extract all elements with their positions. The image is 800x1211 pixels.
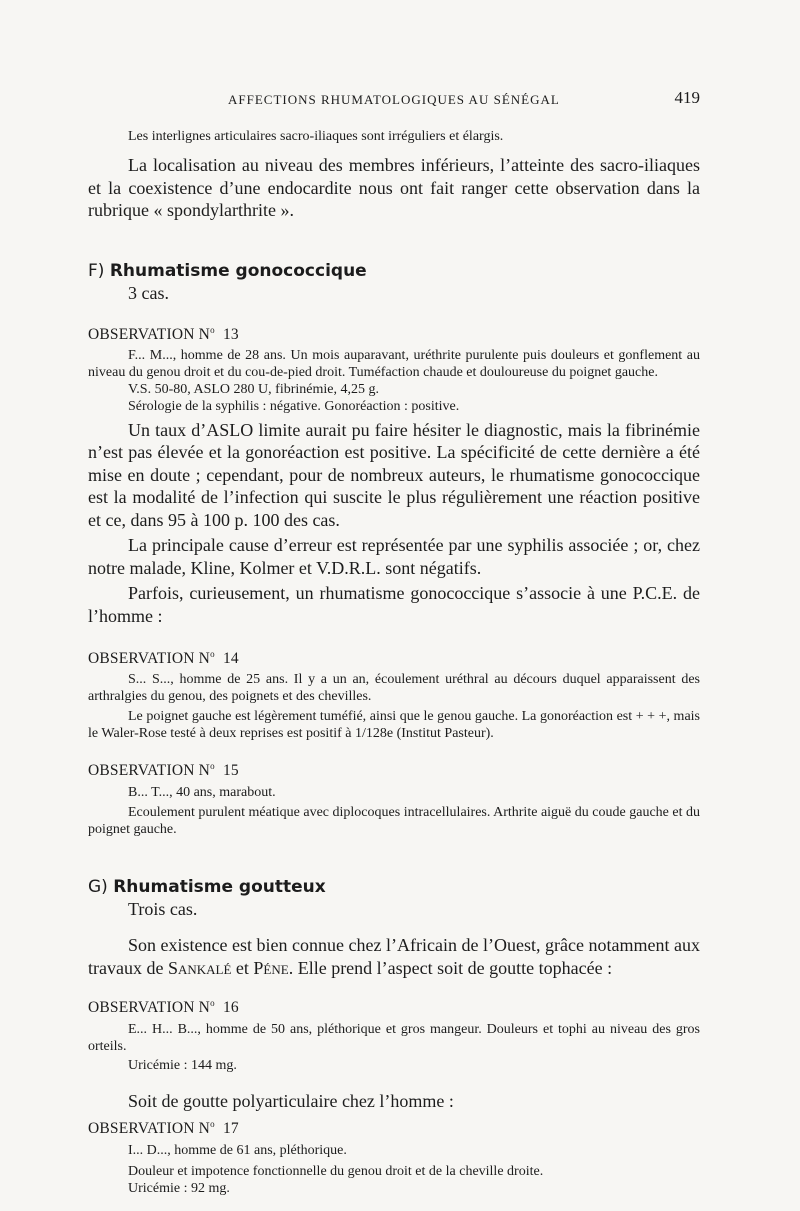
observation-15 <box>88 756 700 838</box>
section-f-heading <box>88 260 700 304</box>
observation-13 <box>88 320 700 415</box>
author-sankale: Sankalé <box>167 957 232 978</box>
paragraph-syphilis: La principale cause d’erreur est représentée par une syphilis associée ; or, chez notre malade, Kline, Kolmer et V.D.R.L. sont négatifs. <box>88 535 700 578</box>
running-title: AFFECTIONS RHUMATOLOGIQUES AU SÉNÉGAL <box>228 92 560 107</box>
section-g-letter: G) <box>88 877 108 898</box>
paragraph-pce: Parfois, curieusement, un rhumatisme gonococcique s’associe à une P.C.E. de l’homme : <box>88 583 700 626</box>
section-g-title: Rhumatisme goutteux <box>113 877 326 898</box>
observation-16-text: E... H... B..., homme de 50 ans, pléthorique et gros mangeur. Douleurs et tophi au niveau des gros orteils. <box>88 1021 700 1054</box>
section-f-title: Rhumatisme gonococcique <box>109 260 367 281</box>
author-pene: Péne <box>253 957 289 978</box>
observation-17 <box>88 1114 700 1197</box>
section-f-count: 3 cas. <box>128 282 169 303</box>
section-g-heading <box>88 876 700 920</box>
observation-16 <box>88 993 700 1073</box>
observation-16-uricemia: Uricémie : 144 mg. <box>128 1057 237 1073</box>
paragraph-sacro-iliac: Les interlignes articulaires sacro-iliaques sont irréguliers et élargis. <box>128 129 504 144</box>
observation-16-title: OBSERVATION $N^o$ 16 <box>88 998 239 1017</box>
page-header <box>88 88 700 114</box>
page-content <box>88 128 700 1197</box>
observation-14 <box>88 644 700 742</box>
section-g-count: Trois cas. <box>128 899 198 920</box>
observation-17-text: Douleur et impotence fonctionnelle du genou droit et de la cheville droite. <box>128 1164 544 1180</box>
observation-14-exam: Le poignet gauche est légèrement tuméfié, ainsi que le genou gauche. La gonoréaction est + + +, mais le Waler-Rose testé à deux reprises est positif à 1/128e (Institut Pasteur). <box>88 709 700 742</box>
observation-13-title: OBSERVATION $N^o$ 13 <box>88 324 239 343</box>
observation-15-patient: B... T..., 40 ans, marabout. <box>128 785 276 801</box>
observation-17-title: OBSERVATION $N^o$ 17 <box>88 1119 239 1138</box>
observation-14-text: S... S..., homme de 25 ans. Il y a un an, écoulement uréthral au décours duquel apparaissent des arthralgies du genou, des poignets et des chevilles. <box>88 672 700 705</box>
page-number: 419 <box>674 88 700 107</box>
paragraph-goutte: Son existence est bien connue chez l’Africain de l’Ouest, grâce notamment aux travaux de Sankalé et Péne. Elle prend l’aspect soit de goutte tophacée : <box>88 935 700 978</box>
observation-13-text: F... M..., homme de 28 ans. Un mois auparavant, uréthrite purulente puis douleurs et gonflement au niveau du genou droit et du cou-de-pied droit. Tuméfaction chaude et douloureuse du poignet gauche. <box>88 347 700 380</box>
paragraph-localisation: La localisation au niveau des membres inférieurs, l’atteinte des sacro-iliaques et la coexistence d’une endocardite nous ont fait ranger cette observation dans la rubrique « spondylarthrite ». <box>88 155 700 220</box>
observation-14-title: OBSERVATION $N^o$ 14 <box>88 649 239 668</box>
paragraph-polyarticulaire: Soit de goutte polyarticulaire chez l’homme : <box>128 1090 454 1111</box>
observation-13-serology: Sérologie de la syphilis : négative. Gonoréaction : positive. <box>128 398 460 414</box>
observation-15-text: Ecoulement purulent méatique avec diplocoques intracellulaires. Arthrite aiguë du coude gauche et du poignet gauche. <box>88 805 700 838</box>
paragraph-aslo: Un taux d’ASLO limite aurait pu faire hésiter le diagnostic, mais la fibrinémie n’est pas élevée et la gonoréaction est positive. La spécificité de cette dernière a été mise en doute ; cependant, pour de nombreux auteurs, le rhumatisme gonococcique est la modalité de l’infection qui suscite le plus régulièrement une réaction positive et ce, dans 95 à 100 p. 100 des cas. <box>88 419 700 530</box>
observation-15-title: OBSERVATION $N^o$ 15 <box>88 761 239 780</box>
section-f-letter: F) <box>88 260 105 281</box>
observation-17-uricemia: Uricémie : 92 mg. <box>128 1181 230 1197</box>
observation-13-labs: V.S. 50-80, ASLO 280 U, fibrinémie, 4,25 g. <box>128 381 379 397</box>
observation-17-patient: I... D..., homme de 61 ans, pléthorique. <box>128 1143 347 1159</box>
